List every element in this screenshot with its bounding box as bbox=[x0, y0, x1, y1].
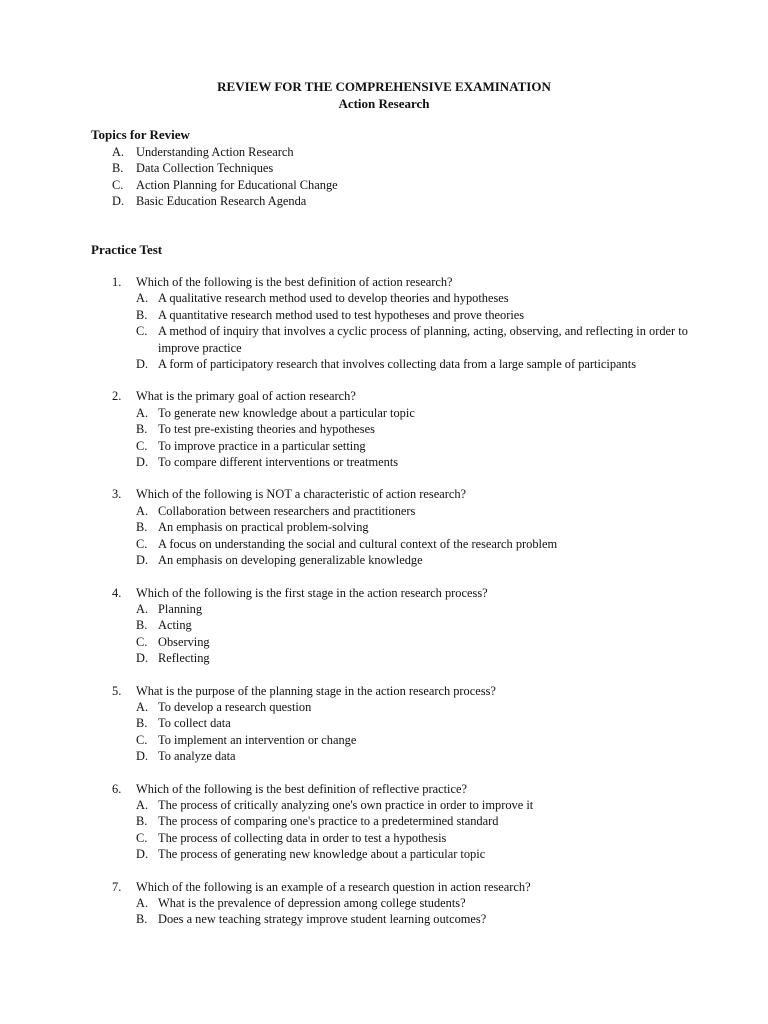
question-number: 7. bbox=[112, 879, 122, 894]
answer-option bbox=[136, 421, 692, 437]
answer-option bbox=[136, 830, 692, 846]
option-text: An emphasis on practical problem-solving bbox=[158, 520, 369, 535]
question-text: Which of the following is the best definition of action research? bbox=[136, 275, 453, 289]
option-text: What is the prevalence of depression among college students? bbox=[158, 896, 466, 910]
option-letter: C. bbox=[136, 438, 148, 453]
option-letter: B. bbox=[136, 912, 148, 927]
topic-item bbox=[112, 160, 712, 176]
answer-option bbox=[136, 617, 692, 633]
answer-option bbox=[136, 911, 692, 927]
topic-letter: D. bbox=[112, 194, 125, 209]
topic-letter: B. bbox=[112, 161, 124, 176]
answer-option bbox=[136, 405, 692, 421]
option-letter: D. bbox=[136, 847, 149, 862]
answer-options bbox=[112, 503, 692, 569]
answer-options bbox=[112, 699, 692, 765]
option-text: Collaboration between researchers and practitioners bbox=[158, 503, 416, 518]
option-text: To generate new knowledge about a particular topic bbox=[158, 405, 415, 420]
topic-item bbox=[112, 177, 712, 193]
topic-text: Basic Education Research Agenda bbox=[136, 194, 307, 209]
answer-options bbox=[112, 797, 692, 863]
question-text: Which of the following is the best definition of reflective practice? bbox=[136, 781, 467, 796]
answer-option bbox=[136, 732, 692, 748]
topic-item bbox=[112, 144, 712, 160]
topic-letter: C. bbox=[112, 177, 124, 192]
option-text: A quantitative research method used to test hypotheses and prove theories bbox=[158, 307, 525, 322]
option-text: A method of inquiry that involves a cyclic process of planning, acting, observing, and reflecting in order to improve practice bbox=[158, 324, 688, 355]
option-text: Does a new teaching strategy improve student learning outcomes? bbox=[158, 912, 487, 927]
question-number: 4. bbox=[112, 585, 122, 600]
option-text: Planning bbox=[158, 601, 203, 616]
answer-option bbox=[136, 454, 692, 470]
option-text: A form of participatory research that involves collecting data from a large sample of participants bbox=[158, 357, 637, 372]
answer-option bbox=[136, 699, 692, 715]
answer-option bbox=[136, 846, 692, 862]
option-text: To develop a research question bbox=[158, 699, 312, 714]
option-letter: C. bbox=[136, 536, 148, 551]
option-letter: C. bbox=[136, 732, 148, 747]
option-text: Observing bbox=[158, 634, 210, 649]
answer-option bbox=[136, 813, 692, 829]
question-7 bbox=[112, 879, 692, 928]
option-text: Acting bbox=[158, 618, 192, 633]
option-letter: A. bbox=[136, 896, 149, 910]
option-letter: A. bbox=[136, 797, 149, 812]
answer-option bbox=[136, 323, 692, 356]
answer-option bbox=[136, 715, 692, 731]
answer-option bbox=[136, 290, 692, 306]
question-number: 5. bbox=[112, 683, 122, 698]
option-letter: B. bbox=[136, 716, 148, 731]
question-number: 6. bbox=[112, 781, 122, 796]
option-letter: C. bbox=[136, 324, 148, 339]
topic-item bbox=[112, 193, 712, 209]
question-4 bbox=[112, 585, 692, 667]
answer-option bbox=[136, 503, 692, 519]
option-text: The process of generating new knowledge about a particular topic bbox=[158, 847, 486, 862]
option-text: To implement an intervention or change bbox=[158, 732, 357, 747]
topic-text: Data Collection Techniques bbox=[136, 161, 274, 176]
answer-options bbox=[112, 405, 692, 471]
topic-text: Understanding Action Research bbox=[136, 145, 294, 159]
option-letter: A. bbox=[136, 291, 149, 306]
answer-options bbox=[112, 290, 692, 372]
question-text: What is the primary goal of action research? bbox=[136, 389, 356, 404]
topic-letter: A. bbox=[112, 145, 125, 159]
question-text: Which of the following is the first stage in the action research process? bbox=[136, 585, 488, 600]
document-title: REVIEW FOR THE COMPREHENSIVE EXAMINATION bbox=[217, 79, 551, 94]
option-text: To collect data bbox=[158, 716, 231, 731]
option-text: To improve practice in a particular setting bbox=[158, 438, 366, 453]
option-letter: B. bbox=[136, 814, 148, 829]
topics-heading: Topics for Review bbox=[91, 127, 190, 142]
option-letter: B. bbox=[136, 307, 148, 322]
answer-option bbox=[136, 536, 692, 552]
answer-option bbox=[136, 634, 692, 650]
option-letter: B. bbox=[136, 422, 148, 437]
answer-option bbox=[136, 650, 692, 666]
question-list bbox=[112, 274, 692, 944]
option-text: To compare different interventions or treatments bbox=[158, 455, 399, 470]
option-letter: D. bbox=[136, 455, 149, 470]
answer-options bbox=[112, 895, 692, 928]
topic-text: Action Planning for Educational Change bbox=[136, 177, 338, 192]
option-letter: B. bbox=[136, 520, 148, 535]
question-6 bbox=[112, 781, 692, 863]
answer-option bbox=[136, 895, 692, 911]
practice-test-heading: Practice Test bbox=[91, 242, 163, 257]
option-letter: D. bbox=[136, 553, 149, 568]
option-text: A focus on understanding the social and cultural context of the research problem bbox=[158, 536, 558, 551]
question-number: 3. bbox=[112, 487, 122, 502]
question-text: What is the purpose of the planning stage in the action research process? bbox=[136, 683, 496, 698]
option-text: The process of comparing one's practice to a predetermined standard bbox=[158, 814, 499, 829]
answer-options bbox=[112, 601, 692, 667]
option-letter: D. bbox=[136, 749, 149, 764]
question-1 bbox=[112, 274, 692, 372]
option-letter: A. bbox=[136, 699, 149, 714]
option-text: An emphasis on developing generalizable knowledge bbox=[158, 553, 423, 568]
answer-option bbox=[136, 552, 692, 568]
topics-list bbox=[112, 144, 712, 210]
question-number: 1. bbox=[112, 275, 122, 289]
answer-option bbox=[136, 356, 692, 372]
question-2 bbox=[112, 388, 692, 470]
option-letter: A. bbox=[136, 601, 149, 616]
document-subtitle: Action Research bbox=[338, 96, 430, 111]
answer-option bbox=[136, 307, 692, 323]
option-text: Reflecting bbox=[158, 651, 210, 666]
answer-option bbox=[136, 438, 692, 454]
answer-option bbox=[136, 748, 692, 764]
option-text: To test pre-existing theories and hypotheses bbox=[158, 422, 375, 437]
answer-option bbox=[136, 797, 692, 813]
option-letter: D. bbox=[136, 651, 149, 666]
option-letter: C. bbox=[136, 830, 148, 845]
option-letter: A. bbox=[136, 405, 149, 420]
option-text: To analyze data bbox=[158, 749, 236, 764]
option-letter: D. bbox=[136, 357, 149, 372]
option-letter: C. bbox=[136, 634, 148, 649]
option-text: The process of critically analyzing one's own practice in order to improve it bbox=[158, 797, 534, 812]
question-5 bbox=[112, 683, 692, 765]
option-text: The process of collecting data in order to test a hypothesis bbox=[158, 830, 447, 845]
question-text: Which of the following is an example of a research question in action research? bbox=[136, 879, 531, 894]
option-letter: A. bbox=[136, 503, 149, 518]
question-3 bbox=[112, 486, 692, 568]
question-text: Which of the following is NOT a characteristic of action research? bbox=[136, 487, 467, 502]
answer-option bbox=[136, 601, 692, 617]
question-number: 2. bbox=[112, 389, 122, 404]
answer-option bbox=[136, 519, 692, 535]
option-text: A qualitative research method used to develop theories and hypotheses bbox=[158, 291, 509, 306]
option-letter: B. bbox=[136, 618, 148, 633]
